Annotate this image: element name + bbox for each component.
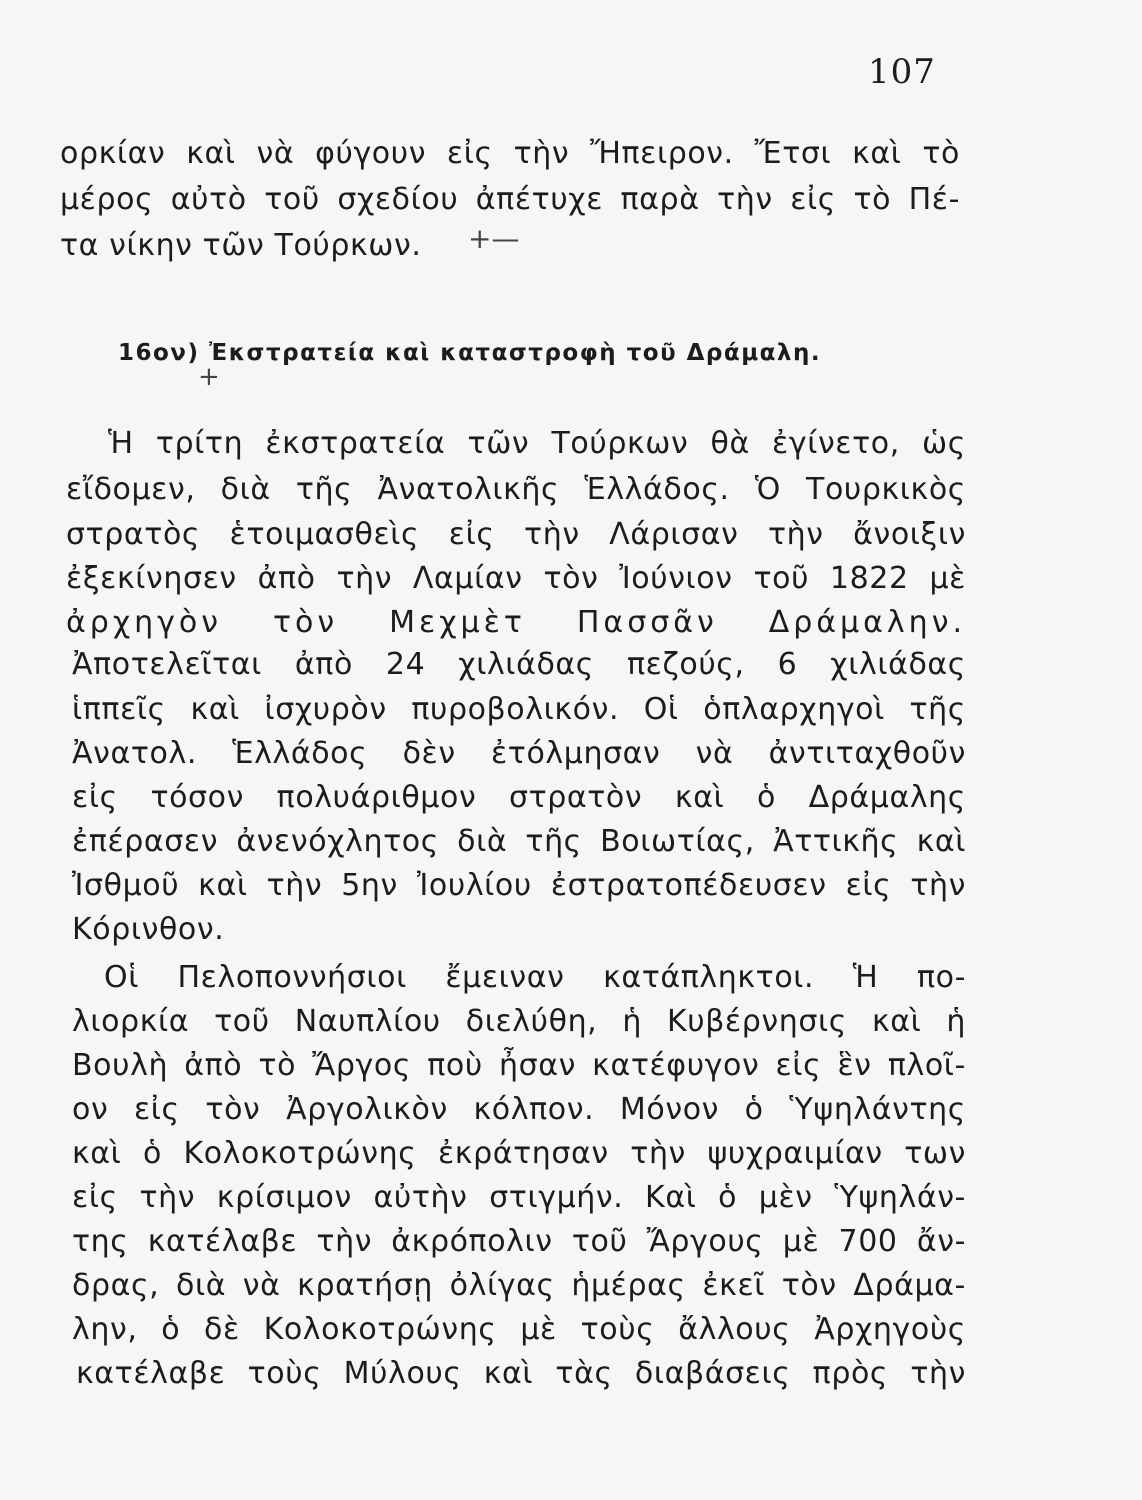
paragraph-line: Βουλὴ ἀπὸ τὸ Ἄργος ποὺ ἦσαν κατέφυγον εἰς ἓν πλοῖ-: [72, 1048, 966, 1083]
paragraph-line: καὶ ὁ Κολοκοτρώνης ἐκράτησαν τὴν ψυχραιμίαν των: [72, 1136, 966, 1171]
paragraph-line: Ἰσθμοῦ καὶ τὴν 5ην Ἰουλίου ἐστρατοπέδευσεν εἰς τὴν: [72, 868, 966, 903]
paragraph-line: Οἱ Πελοποννήσιοι ἔμειναν κατάπληκτοι. Ἡ πο-: [104, 960, 966, 995]
paragraph-line: δρας, διὰ νὰ κρατήσῃ ὀλίγας ἡμέρας ἐκεῖ τὸν Δράμα-: [72, 1268, 966, 1303]
paragraph-line: εἰς τόσον πολυάριθμον στρατὸν καὶ ὁ Δράμαλης: [72, 780, 966, 815]
paragraph-line: Ἀνατολ. Ἑλλάδος δὲν ἐτόλμησαν νὰ ἀντιταχθοῦν: [72, 736, 966, 771]
pencil-cross-mark-icon: +: [198, 362, 220, 392]
paragraph-line: ἐξεκίνησεν ἀπὸ τὴν Λαμίαν τὸν Ἰούνιον τοῦ 1822 μὲ: [66, 561, 966, 596]
intro-line: ορκίαν καὶ νὰ φύγουν εἰς τὴν Ἤπειρον. Ἔτσι καὶ τὸ: [60, 136, 960, 171]
paragraph-line: ἀρχηγὸν τὸν Μεχμὲτ Πασσᾶν Δράμαλην.: [66, 605, 966, 640]
paragraph-line: εἰς τὴν κρίσιμον αὐτὴν στιγμήν. Καὶ ὁ μὲν Ὑψηλάν-: [72, 1180, 966, 1215]
page-number: 107: [868, 52, 936, 92]
paragraph-line: κατέλαβε τοὺς Μύλους καὶ τὰς διαβάσεις πρὸς τὴν: [76, 1356, 966, 1391]
paragraph-line: λην, ὁ δὲ Κολοκοτρώνης μὲ τοὺς ἄλλους Ἀρχηγοὺς: [72, 1312, 966, 1347]
paragraph-line: ἐπέρασεν ἀνενόχλητος διὰ τῆς Βοιωτίας, Ἀττικῆς καὶ: [72, 824, 966, 859]
paragraph-line: ἱππεῖς καὶ ἰσχυρὸν πυροβολικόν. Οἱ ὁπλαρχηγοὶ τῆς: [72, 692, 966, 727]
intro-line: τα νίκην τῶν Τούρκων.: [60, 228, 422, 263]
paragraph-line: Ἀποτελεῖται ἀπὸ 24 χιλιάδας πεζούς, 6 χιλιάδας: [72, 647, 966, 682]
paragraph-line: ον εἰς τὸν Ἀργολικὸν κόλπον. Μόνον ὁ Ὑψηλάντης: [72, 1092, 966, 1127]
pencil-cross-mark-icon: +—: [468, 222, 520, 255]
section-heading: 16ον) Ἐκστρατεία καὶ καταστροφὴ τοῦ Δράμαλη.: [118, 340, 822, 366]
paragraph-line: στρατὸς ἑτοιμασθεὶς εἰς τὴν Λάρισαν τὴν ἄνοιξιν: [66, 517, 966, 552]
paragraph-line: Ἡ τρίτη ἐκστρατεία τῶν Τούρκων θὰ ἐγίνετο, ὡς: [108, 426, 966, 461]
paragraph-line: Κόρινθον.: [72, 912, 225, 947]
paragraph-line: της κατέλαβε τὴν ἀκρόπολιν τοῦ Ἄργους μὲ 700 ἄν-: [72, 1224, 966, 1259]
paragraph-line: λιορκία τοῦ Ναυπλίου διελύθη, ἡ Κυβέρνησις καὶ ἡ: [72, 1004, 966, 1039]
paragraph-line: εἴδομεν, διὰ τῆς Ἀνατολικῆς Ἑλλάδος. Ὁ Τουρκικὸς: [66, 472, 966, 507]
intro-line: μέρος αὐτὸ τοῦ σχεδίου ἀπέτυχε παρὰ τὴν εἰς τὸ Πέ-: [60, 182, 960, 217]
